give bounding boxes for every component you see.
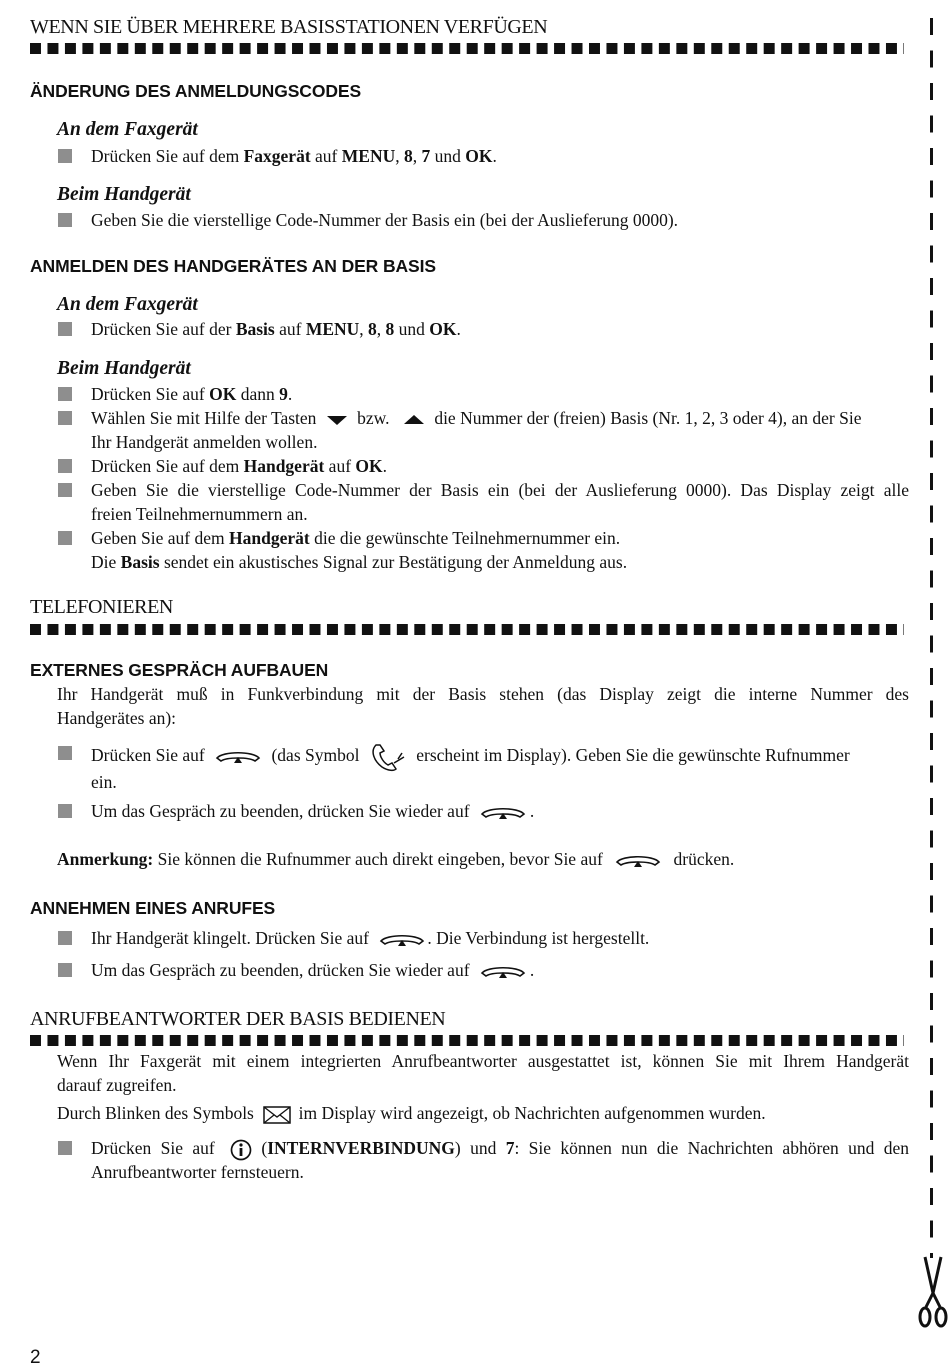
bullet-icon xyxy=(58,213,72,227)
paragraph: Ihr Handgerät muß in Funkverbindung mit der Basis stehen (das Display zeigt die interne Nummer des xyxy=(57,684,909,704)
list-item: Geben Sie auf dem Handgerät die die gewünschte Teilnehmernummer ein. xyxy=(91,528,621,548)
list-item: Drücken Sie auf (INTERNVERBINDUNG) und 7: Sie können nun die Nachrichten abhören und den xyxy=(91,1136,909,1162)
list-item-continuation: freien Teilnehmernummern an. xyxy=(91,504,308,524)
label-handgeraet: Beim Handgerät xyxy=(57,358,191,379)
section-title-telefonieren: TELEFONIEREN xyxy=(30,596,173,618)
heading-anmelden: ANMELDEN DES HANDGERÄTES AN DER BASIS xyxy=(30,256,436,276)
handset-key-icon xyxy=(480,805,526,821)
heading-annehmen: ANNEHMEN EINES ANRUFES xyxy=(30,898,276,918)
label-faxgeraet: An dem Faxgerät xyxy=(57,294,198,315)
paragraph-continuation: Handgerätes an): xyxy=(57,708,177,728)
list-item-continuation: Ihr Handgerät anmelden wollen. xyxy=(91,432,318,452)
bullet-icon xyxy=(58,931,72,945)
bullet-icon xyxy=(58,411,72,425)
bullet-icon xyxy=(58,804,72,818)
envelope-icon xyxy=(262,1104,292,1126)
list-item-continuation: Die Basis sendet ein akustisches Signal zur Bestätigung der Anmeldung aus. xyxy=(91,552,628,572)
list-item: Drücken Sie auf dem Handgerät auf OK. xyxy=(91,456,388,476)
bullet-icon xyxy=(58,963,72,977)
note: Anmerkung: Sie können die Rufnummer auch direkt eingeben, bevor Sie auf drücken. xyxy=(57,849,735,869)
list-item: Drücken Sie auf der Basis auf MENU, 8, 8 und OK. xyxy=(91,319,461,339)
list-item: Geben Sie die vierstellige Code-Nummer der Basis ein (bei der Auslieferung 0000). Das Display zeigt alle xyxy=(91,480,909,500)
section-divider xyxy=(30,1035,904,1046)
handset-key-icon xyxy=(215,749,261,765)
paragraph: Wenn Ihr Faxgerät mit einem integrierten Anrufbeantworter ausgestattet ist, können Sie mit Ihrem Handgerät xyxy=(57,1051,909,1071)
bullet-icon xyxy=(58,483,72,497)
bullet-icon xyxy=(58,746,72,760)
list-item: Wählen Sie mit Hilfe der Tasten bzw. die Nummer der (freien) Basis (Nr. 1, 2, 3 oder 4), an der Sie xyxy=(91,408,862,428)
bullet-icon xyxy=(58,387,72,401)
handset-key-icon xyxy=(480,964,526,980)
list-item-continuation: ein. xyxy=(91,772,117,792)
list-item: Drücken Sie auf (das Symbol erscheint im Display). Geben Sie die gewünschte Rufnummer xyxy=(91,741,850,773)
bullet-icon xyxy=(58,459,72,473)
list-item: Drücken Sie auf dem Faxgerät auf MENU, 8, 7 und OK. xyxy=(91,146,497,166)
page-number: 2 xyxy=(30,1347,41,1368)
bullet-icon xyxy=(58,531,72,545)
label-faxgeraet: An dem Faxgerät xyxy=(57,119,198,140)
arrow-up-icon xyxy=(402,413,426,427)
section-title-anrufbeantworter: ANRUFBEANTWORTER DER BASIS BEDIENEN xyxy=(30,1008,446,1030)
cut-line xyxy=(930,18,933,1258)
list-item: Geben Sie die vierstellige Code-Nummer der Basis ein (bei der Auslieferung 0000). xyxy=(91,210,679,230)
list-item: Um das Gespräch zu beenden, drücken Sie wieder auf . xyxy=(91,801,535,821)
bullet-icon xyxy=(58,1141,72,1155)
handset-key-icon xyxy=(615,853,661,869)
section-divider xyxy=(30,624,904,635)
section-divider xyxy=(30,43,904,54)
section-title-basisstationen: WENN SIE ÜBER MEHRERE BASISSTATIONEN VERFÜGEN xyxy=(30,16,548,38)
paragraph: Durch Blinken des Symbols im Display wird angezeigt, ob Nachrichten aufgenommen wurden. xyxy=(57,1101,766,1126)
bullet-icon xyxy=(58,322,72,336)
list-item-continuation: Anrufbeantworter fernsteuern. xyxy=(91,1162,304,1182)
list-item: Um das Gespräch zu beenden, drücken Sie wieder auf . xyxy=(91,960,535,980)
scissors-icon xyxy=(916,1255,950,1329)
bullet-icon xyxy=(58,149,72,163)
handset-key-icon xyxy=(379,932,425,948)
label-handgeraet: Beim Handgerät xyxy=(57,184,191,205)
heading-extern: EXTERNES GESPRÄCH AUFBAUEN xyxy=(30,660,329,680)
list-item: Drücken Sie auf OK dann 9. xyxy=(91,384,293,404)
list-item: Ihr Handgerät klingelt. Drücken Sie auf . Die Verbindung ist hergestellt. xyxy=(91,928,650,948)
heading-anmeldungscode: ÄNDERUNG DES ANMELDUNGSCODES xyxy=(30,81,362,101)
phone-symbol-icon xyxy=(368,741,408,773)
info-key-icon xyxy=(230,1138,252,1162)
arrow-down-icon xyxy=(325,413,349,427)
paragraph-continuation: darauf zugreifen. xyxy=(57,1075,177,1095)
